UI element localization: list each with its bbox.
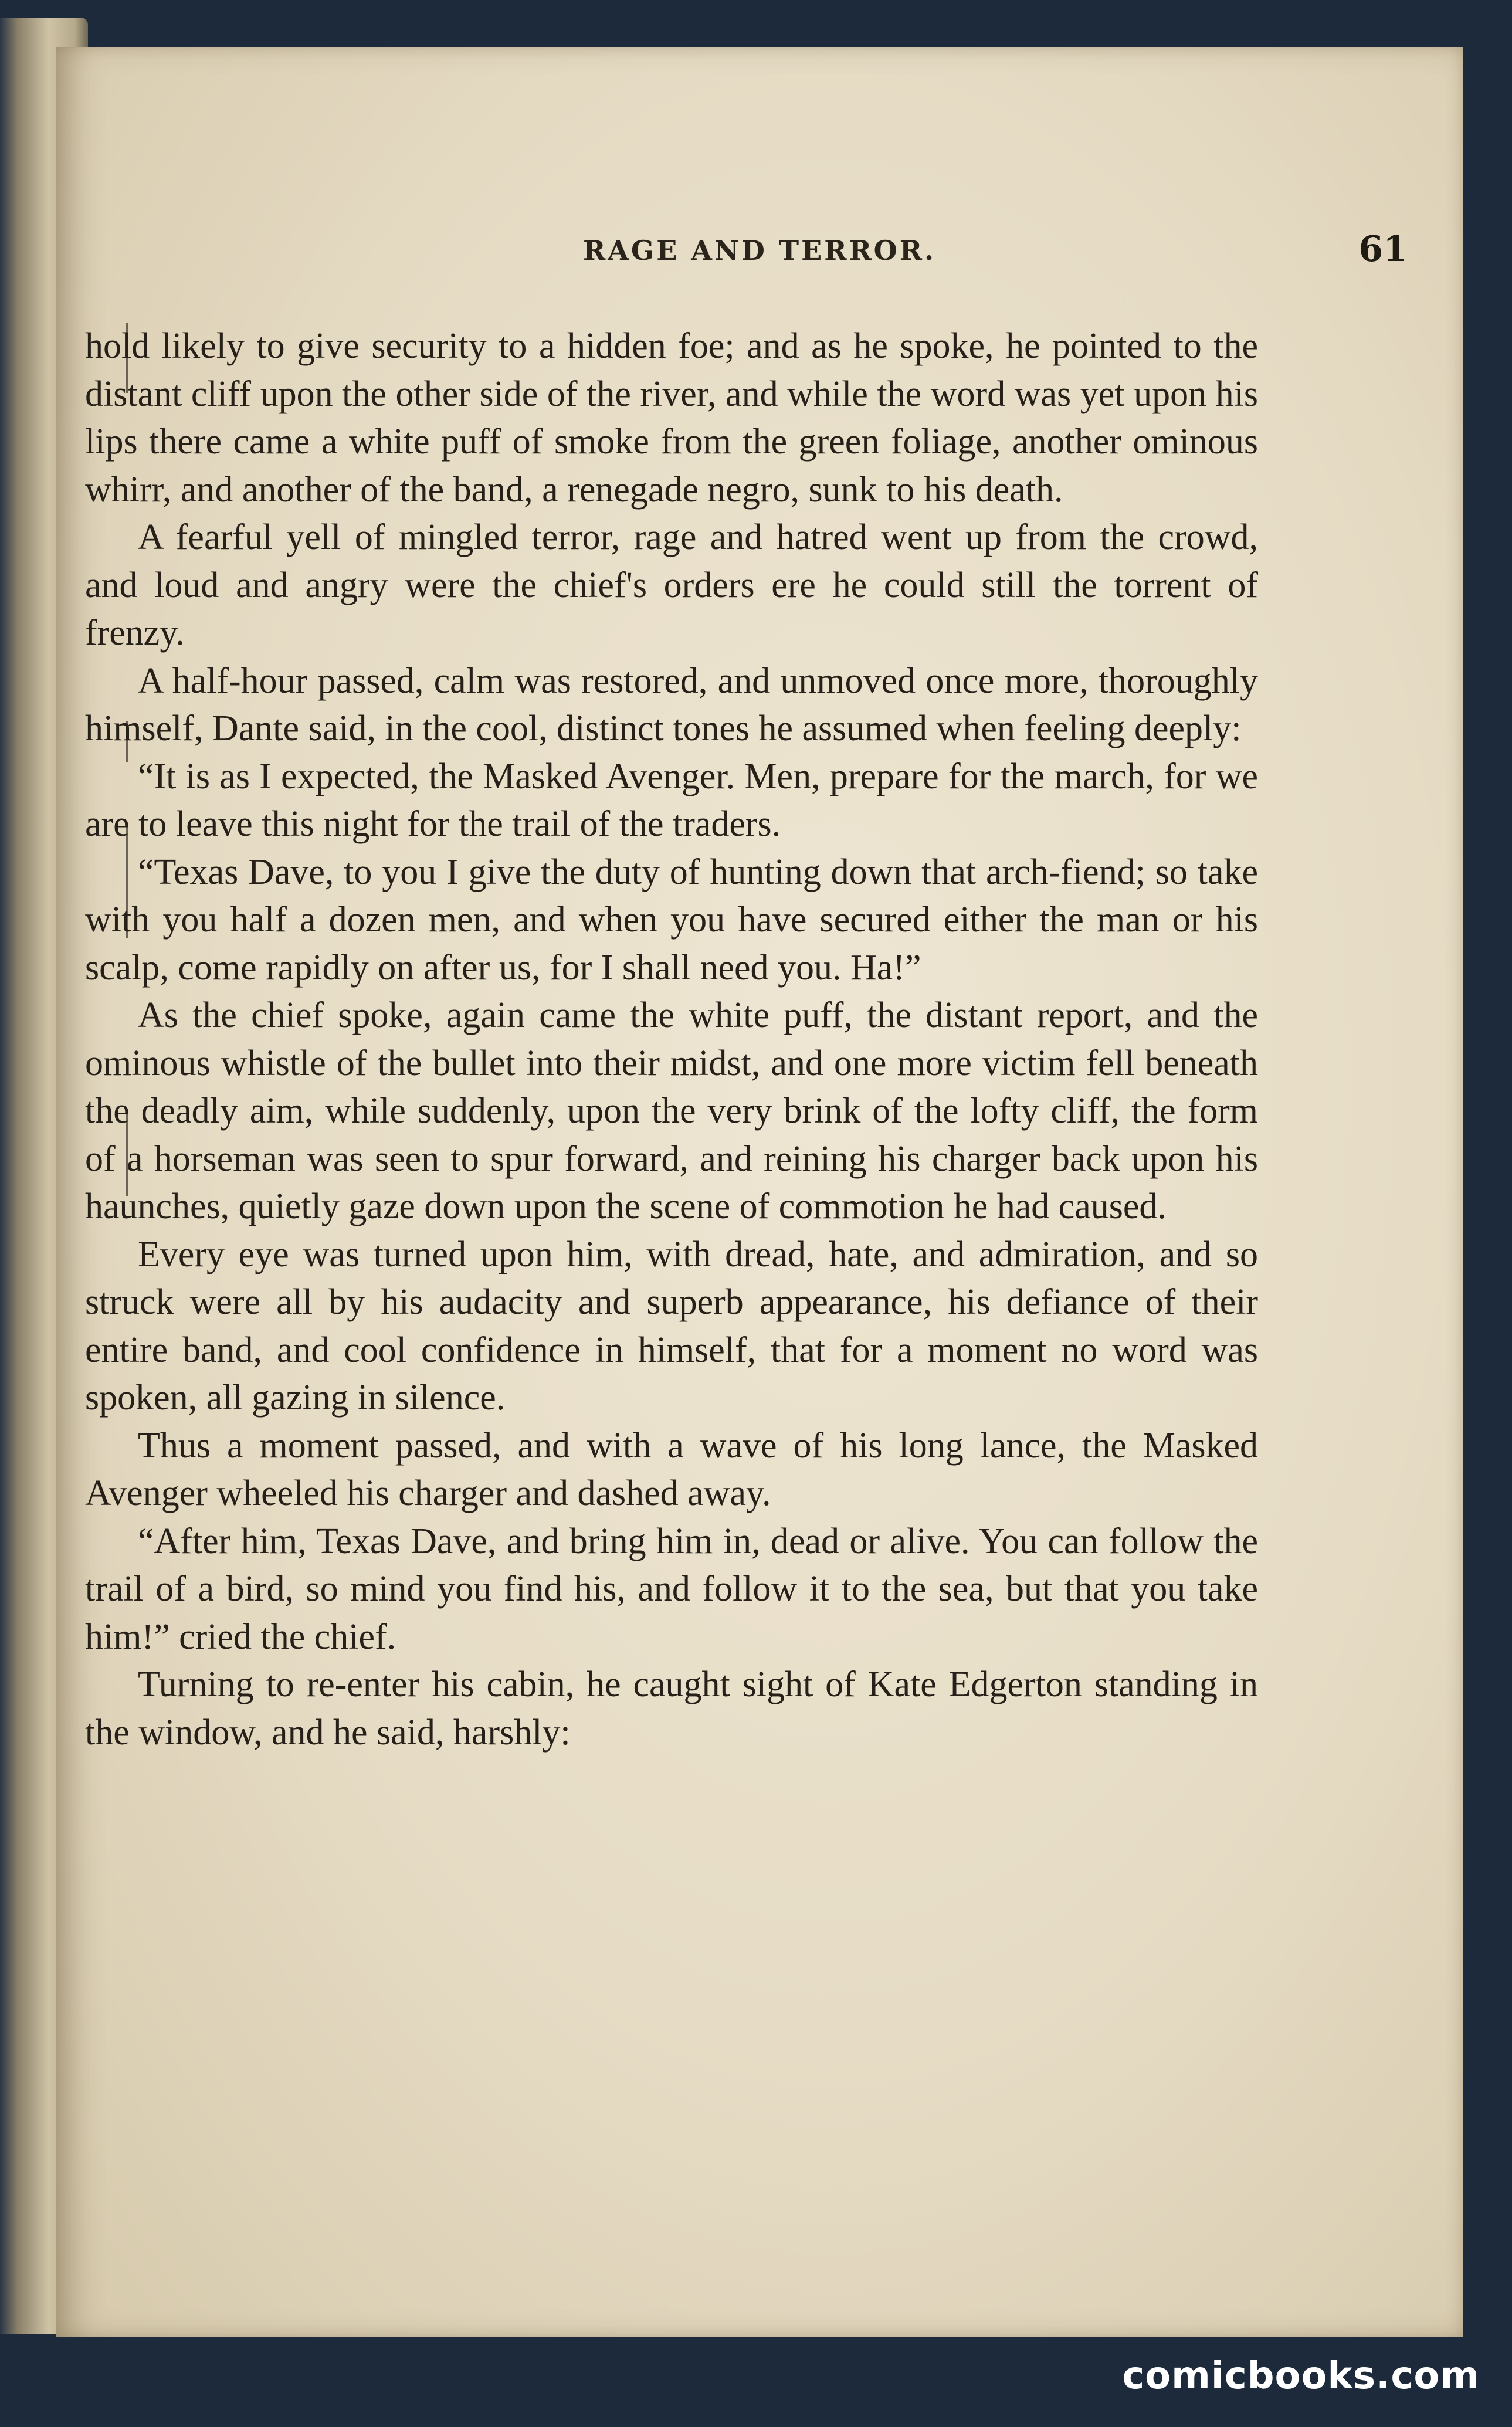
book-page xyxy=(56,47,1463,2337)
paragraph-5: “Texas Dave, to you I give the duty of hunting down that arch-fiend; so take with you half a dozen men, and when you have secured either the man or his scalp, come rapidly on after us, for I shall need you. Ha!” xyxy=(85,852,1258,988)
page-header xyxy=(56,229,1463,276)
paragraph-6: As the chief spoke, again came the white puff, the distant report, and the ominous whistle of the bullet into their midst, and one more victim fell beneath the deadly aim, while suddenly, upon the very brink of the lofty cliff, the form of a horseman was seen to spur forward, and reining his charger back upon his haunches, quietly gaze down upon the scene of commotion he had caused. xyxy=(85,995,1258,1226)
paragraph-2: A fearful yell of mingled terror, rage and hatred went up from the crowd, and loud and angry were the chief's orders ere he could still the torrent of frenzy. xyxy=(85,517,1258,653)
paragraph-3: A half-hour passed, calm was restored, and unmoved once more, thoroughly himself, Dante said, in the cool, distinct tones he assumed when feeling deeply: xyxy=(85,660,1258,748)
paragraph-4: “It is as I expected, the Masked Avenger. Men, prepare for the march, for we are to leave this night for the trail of the traders. xyxy=(85,756,1258,844)
paragraph-8: Thus a moment passed, and with a wave of his long lance, the Masked Avenger wheeled his charger and dashed away. xyxy=(85,1425,1258,1513)
site-watermark: comicbooks.com xyxy=(1122,2354,1480,2398)
paragraph-10: Turning to re-enter his cabin, he caught sight of Kate Edgerton standing in the window, and he said, harshly: xyxy=(85,1665,1258,1753)
paragraph-1: hold likely to give security to a hidden foe; and as he spoke, he pointed to the distant cliff upon the other side of the river, and while the word was yet upon his lips there came a white puff of smoke from the green foliage, another ominous whirr, and another of the band, a renegade negro, sunk to his death. xyxy=(85,326,1258,510)
page-number: 61 xyxy=(1358,229,1408,270)
running-head: RAGE AND TERROR. xyxy=(583,235,936,266)
paragraph-7: Every eye was turned upon him, with dread, hate, and admiration, and so struck were all by his audacity and superb appearance, his defiance of their entire band, and cool confidence in himself, that for a moment no word was spoken, all gazing in silence. xyxy=(85,1234,1258,1418)
body-text xyxy=(85,323,1258,1757)
paragraph-9: “After him, Texas Dave, and bring him in, dead or alive. You can follow the trail of a bird, so mind you find his, and follow it to the sea, but that you take him!” cried the chief. xyxy=(85,1521,1258,1657)
